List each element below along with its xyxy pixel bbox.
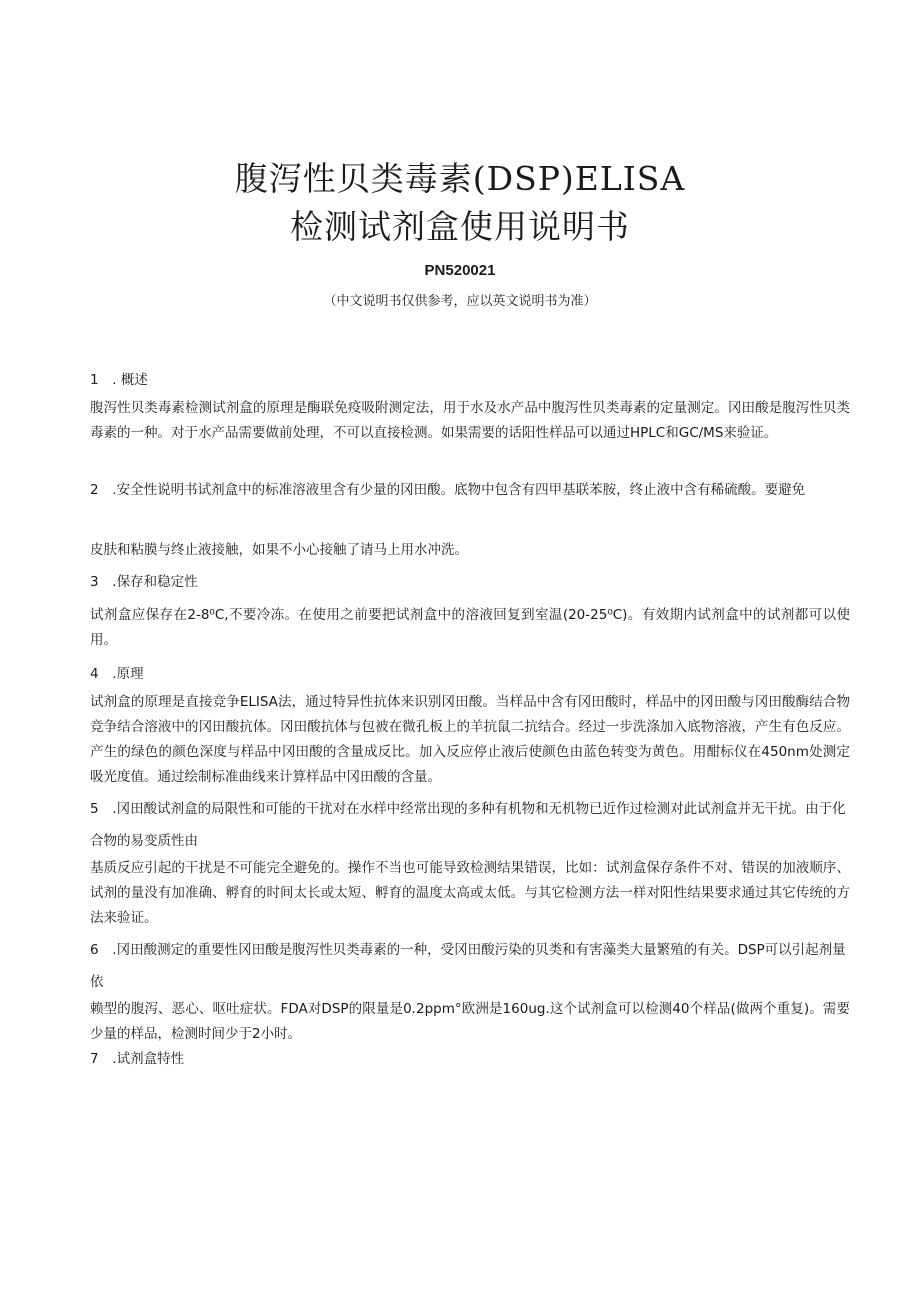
- product-code: PN520021: [424, 262, 496, 279]
- section-1-heading: [90, 368, 850, 393]
- section-3-heading: [90, 570, 850, 595]
- section-5-body: [90, 856, 850, 931]
- section-2-body: [90, 538, 850, 563]
- section-6-body: [90, 997, 850, 1047]
- section-title: .冈田酸测定的重要性冈田酸是腹泻性贝类毒素的一种，受冈田酸污染的贝类和有害藻类大量繁殖的有关。DSP可以引起剂量依: [90, 942, 846, 990]
- section-4-heading: [90, 662, 850, 687]
- paragraph: 试剂盒的原理是直接竞争ELISA法，通过特异性抗体来识别冈田酸。当样品中含有冈田酸时，样品中的冈田酸与冈田酸酶结合物竞争结合溶液中的冈田酸抗体。冈田酸抗体与包被在微孔板上的羊抗鼠二抗结合。经过一步洗涤加入底物溶液，产生有色反应。产生的绿色的颜色深度与样品中冈田酸的含量成反比。加入反应停止液后使颜色由蓝色转变为黄色。用酣标仪在450nm处测定吸光度值。通过绘制标准曲线来计算样品中冈田酸的含量。: [90, 694, 850, 785]
- section-title: .试剂盒特性: [108, 1051, 185, 1067]
- section-number: 3: [90, 574, 99, 590]
- section-number: 5: [90, 801, 99, 817]
- section-number: 7: [90, 1051, 99, 1067]
- section-1-body: [90, 396, 850, 446]
- title-line-1: 腹泻性贝类毒素(DSP)ELISA: [234, 159, 686, 198]
- section-4-body: [90, 690, 850, 790]
- title-line-2: 检测试剂盒使用说明书: [290, 207, 630, 246]
- section-5-heading: [90, 793, 850, 857]
- section-2-heading: [90, 474, 850, 506]
- section-title: .保存和稳定性: [108, 574, 198, 590]
- section-number: 4: [90, 666, 99, 682]
- section-title: .冈田酸试剂盒的局限性和可能的干扰对在水样中经常出现的多种有机物和无机物已近作过检测对此试剂盒并无干扰。由于化合物的易变质性由: [90, 801, 846, 849]
- paragraph: 赖型的腹泻、恶心、呕吐症状。FDA对DSP的限量是0.2ppm°欧洲是160ug.这个试剂盒可以检测40个样品(做两个重复)。需要少量的样品，检测时间少于2小时。: [90, 1001, 850, 1042]
- section-title: . 概述: [108, 372, 148, 388]
- section-title: .安全性说明书试剂盒中的标准溶液里含有少量的冈田酸。底物中包含有四甲基联苯胺，终止液中含有稀硫酸。要避免: [108, 482, 806, 498]
- section-6-heading: [90, 934, 850, 998]
- section-3-body: [90, 603, 850, 653]
- paragraph: 皮肤和粘膜与终止液接触，如果不小心接触了请马上用水冲洗。: [90, 542, 468, 558]
- section-title: .原理: [108, 666, 144, 682]
- section-number: 2: [90, 482, 99, 498]
- section-7-heading: [90, 1047, 850, 1072]
- paragraph: 试剂盒应保存在2-8⁰C,不要冷冻。在使用之前要把试剂盒中的溶液回复到室温(20-25⁰C)。有效期内试剂盒中的试剂都可以使用。: [90, 607, 850, 648]
- section-number: 1: [90, 372, 99, 388]
- paragraph: 腹泻性贝类毒素检测试剂盒的原理是酶联免疫吸附测定法，用于水及水产品中腹泻性贝类毒素的定量测定。冈田酸是腹泻性贝类毒素的一种。对于水产品需要做前处理，不可以直接检测。如果需要的话阳性样品可以通过HPLC和GC/MS来验证。: [90, 400, 850, 441]
- translation-note: （中文说明书仅供参考，应以英文说明书为准）: [323, 294, 597, 309]
- section-number: 6: [90, 942, 99, 958]
- paragraph: 基质反应引起的干扰是不可能完全避免的。操作不当也可能导致检测结果错误，比如：试剂盒保存条件不对、错误的加液顺序、试剂的量没有加准确、孵育的时间太长或太短、孵育的温度太高或太低。与其它检测方法一样对阳性结果要求通过其它传统的方法来验证。: [90, 860, 850, 926]
